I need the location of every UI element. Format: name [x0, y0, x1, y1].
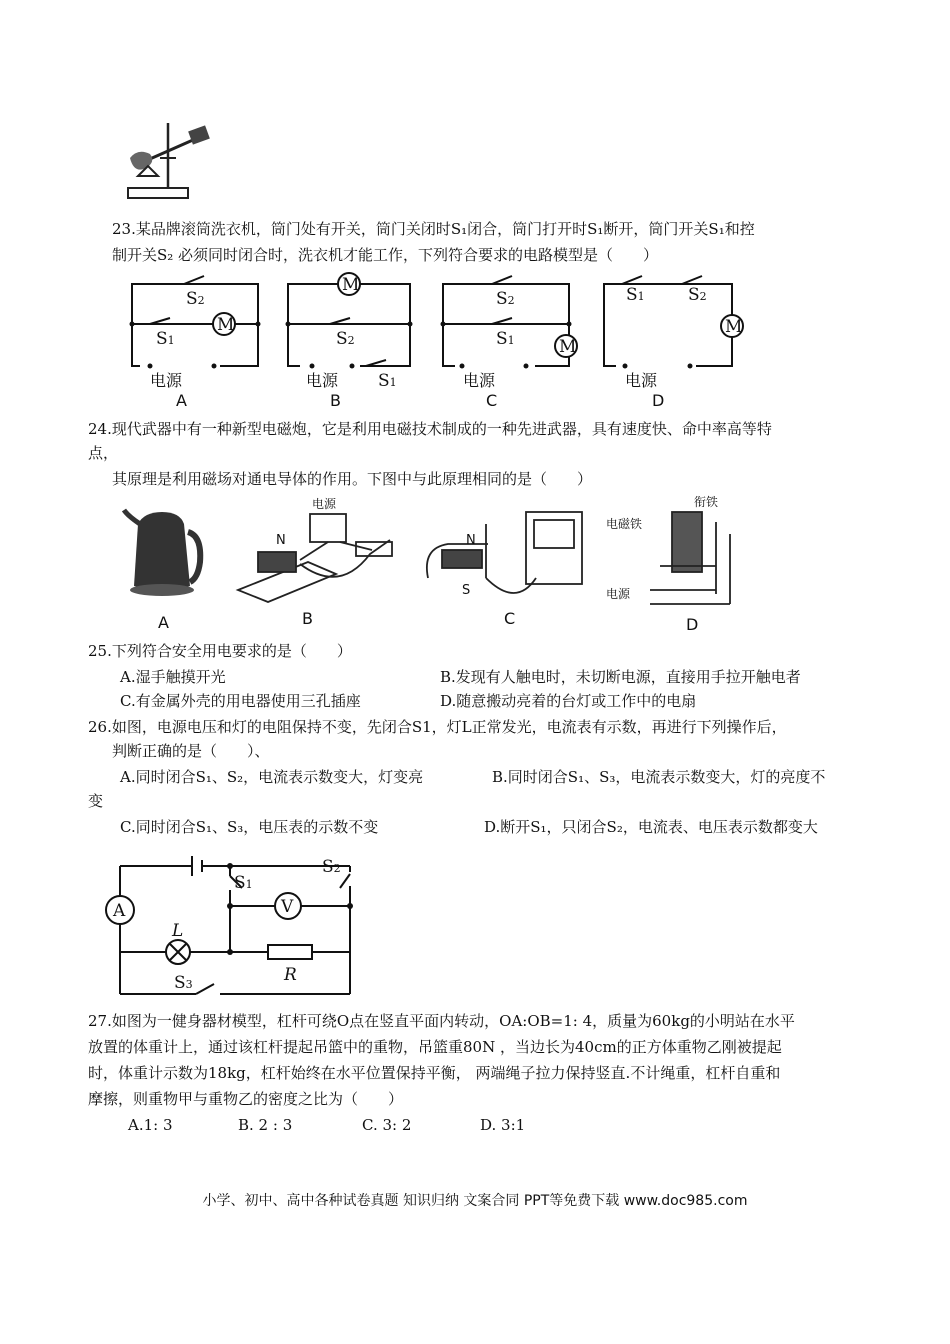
q23-a-s2: S2: [186, 289, 205, 309]
s2-label: S2: [322, 857, 341, 877]
q25-stem: 25.下列符合安全用电要求的是（ ）: [88, 642, 352, 660]
q23-motor-a: M: [217, 315, 235, 335]
q26-option-b: B.同时闭合S₁、S₃，电流表示数变大，灯的亮度不: [492, 768, 826, 786]
q24-d-label-left: 电磁铁: [606, 517, 643, 531]
q23-c-s2: S2: [496, 289, 515, 309]
q25-option-a: A.湿手触摸开光: [120, 668, 226, 686]
q23-c-source: 电源: [463, 371, 496, 390]
q26-option-b-cont: 变: [88, 792, 104, 810]
q23-b-source: 电源: [306, 371, 339, 390]
q23-stem-line1: 23.某品牌滚筒洗衣机，筒门处有开关，筒门关闭时S₁闭合，筒门打开时S₁断开，筒门开关S₁和控: [112, 220, 755, 238]
voltmeter-label: V: [281, 897, 294, 917]
ammeter-label: A: [113, 901, 126, 921]
q27-stem-line4: 摩擦，则重物甲与重物乙的密度之比为（ ）: [88, 1090, 404, 1108]
q27-option-c: C. 3: 2: [362, 1116, 412, 1134]
lab-stand-figure: [120, 118, 220, 204]
q24-d-label-top: 衔铁: [694, 495, 719, 509]
q27-stem-line2: 放置的体重计上，通过该杠杆提起吊篮中的重物，吊篮重80N ，当边长为40cm的正方体重物乙刚被提起: [88, 1038, 782, 1056]
q24-letter-d: D: [686, 615, 699, 634]
q26-stem-line2: 判断正确的是（ ）、: [112, 742, 270, 760]
q23-d-source: 电源: [625, 371, 658, 390]
q24-figures: [0, 494, 950, 634]
q25-option-d: D.随意搬动亮着的台灯或工作中的电扇: [440, 692, 697, 710]
q23-b-s1: S1: [378, 371, 397, 391]
q27-stem-line1: 27.如图为一健身器材模型，杠杆可绕O点在竖直平面内转动，OA:OB=1: 4，质量为60kg的小明站在水平: [88, 1012, 795, 1030]
q23-a-s1: S1: [156, 329, 175, 349]
q26-circuit: [100, 848, 370, 1002]
q24-c-pole-n: N: [466, 533, 476, 548]
lamp-label: L: [172, 921, 184, 941]
q23-motor-b: M: [342, 275, 360, 295]
q23-motor-c: M: [559, 337, 577, 357]
q26-stem-line1: 26.如图，电源电压和灯的电阻保持不变，先闭合S1，灯L正常发光，电流表有示数，再进行下列操作后，: [88, 718, 787, 736]
q24-stem-line2: 其原理是利用磁场对通电导体的作用。下图中与此原理相同的是（ ）: [112, 470, 593, 488]
q23-letter-a: A: [176, 391, 187, 410]
q23-a-source: 电源: [150, 371, 183, 390]
q23-b-s2: S2: [336, 329, 355, 349]
s3-label: S3: [174, 973, 193, 993]
q24-b-pole: N: [276, 533, 286, 548]
s1-label: S1: [234, 873, 253, 893]
q23-circuit-diagrams: [0, 270, 950, 410]
resistor-label: R: [284, 965, 297, 985]
q27-option-b: B. 2 : 3: [238, 1116, 293, 1134]
q27-stem-line3: 时，体重计示数为18kg，杠杆始终在水平位置保持平衡， 两端绳子拉力保持竖直.不计绳重，杠杆自重和: [88, 1064, 781, 1082]
q24-c-pole-s: S: [462, 583, 471, 598]
q23-motor-d: M: [725, 317, 743, 337]
q23-stem-line2: 制开关S₂ 必须同时闭合时，洗衣机才能工作，下列符合要求的电路模型是（ ）: [112, 246, 659, 264]
q24-b-source-label: 电源: [312, 497, 337, 511]
q24-letter-b: B: [302, 609, 313, 628]
q26-option-c: C.同时闭合S₁、S₃，电压表的示数不变: [120, 818, 379, 836]
q23-letter-c: C: [486, 391, 498, 410]
q26-option-a: A.同时闭合S₁、S₂，电流表示数变大，灯变亮: [120, 768, 424, 786]
q27-option-a: A.1: 3: [128, 1116, 173, 1134]
q23-d-s1: S1: [626, 285, 645, 305]
q24-stem-line1: 24.现代武器中有一种新型电磁炮，它是利用电磁技术制成的一种先进武器，具有速度快、命中率高等特: [88, 420, 772, 438]
q23-letter-d: D: [652, 391, 665, 410]
q25-option-c: C.有金属外壳的用电器使用三孔插座: [120, 692, 361, 710]
page-footer[interactable]: 小学、初中、高中各种试卷真题 知识归纳 文案合同 PPT等免费下载 www.doc985.com: [202, 1193, 748, 1209]
q25-option-b: B.发现有人触电时，未切断电源，直接用手拉开触电者: [440, 668, 801, 686]
q24-d-label-bottom: 电源: [606, 587, 631, 601]
q27-option-d: D. 3:1: [480, 1116, 526, 1134]
q24-letter-a: A: [158, 613, 169, 632]
q23-c-s1: S1: [496, 329, 515, 349]
q23-letter-b: B: [330, 391, 341, 410]
kettle-image: [124, 510, 200, 596]
q24-stem-line1b: 点，: [88, 444, 119, 462]
q26-option-d: D.断开S₁，只闭合S₂，电流表、电压表示数都变大: [484, 818, 818, 836]
q24-letter-c: C: [504, 609, 516, 628]
q23-d-s2: S2: [688, 285, 707, 305]
